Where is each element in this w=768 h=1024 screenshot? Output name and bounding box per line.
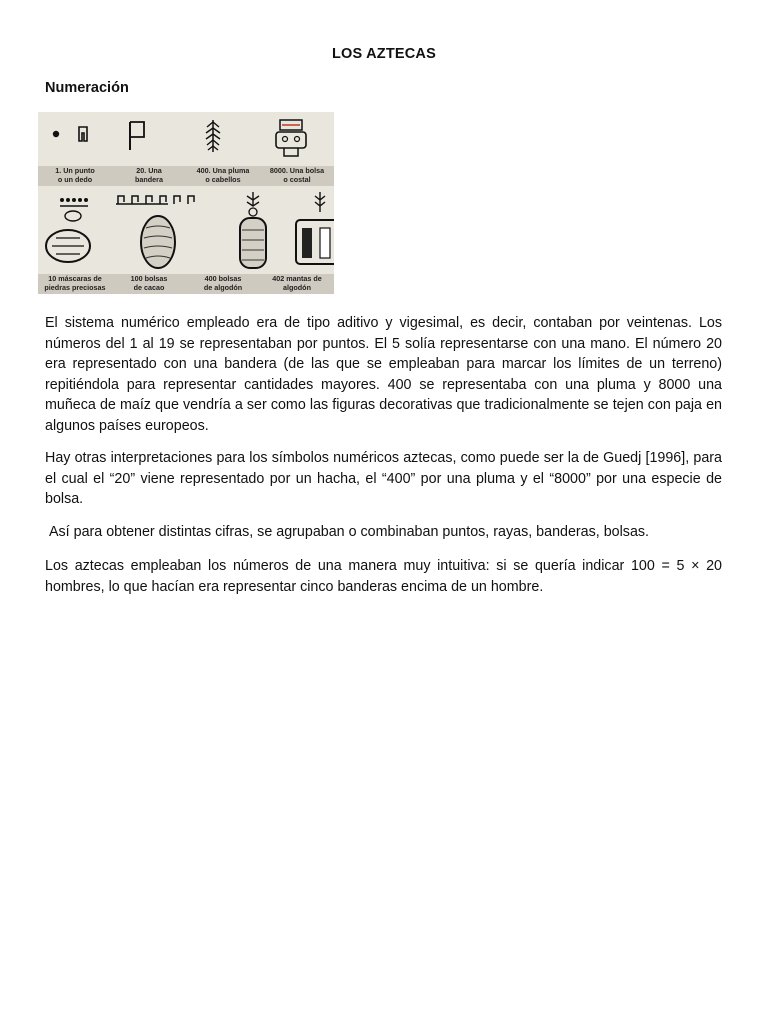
caption-one-point: 1. Un punto o un dedo — [55, 166, 95, 184]
caption-hundred-cacao: 100 bolsas de cacao — [130, 274, 168, 292]
feather-icon — [206, 120, 220, 152]
caption-twenty-flag: 20. Una bandera — [135, 166, 163, 184]
paragraph-numeric-system: El sistema numérico empleado era de tipo aditivo y vigesimal, es decir, contaban por veintenas. Los números del 1 al 19 se representaban por puntos. El 5 solía representarse con una mano. El número 20 era representado con una bandera (de las que se empleaban para marcar los límites de un terreno) repitiéndola para representar cantidades mayores. 400 se representaba con una pluma y 8000 una muñeca de maíz que vendría a ser como las figuras decorativas que tradicionalmente se tejen con paja en algunos países europeos. — [45, 315, 722, 434]
caption-four-hundred-cotton: 400 bolsas de algodón — [203, 274, 243, 292]
top-row-glyphs-icon — [38, 112, 334, 166]
bag-icon — [276, 120, 306, 156]
paragraph-combinations: Así para obtener distintas cifras, se agrupaban o combinaban puntos, rayas, banderas, bolsas. — [45, 524, 650, 540]
paragraph-interpretations: Hay otras interpretaciones para los símbolos numéricos aztecas, como puede ser la de Guedj [1996], para el cual el “20” viene representado por un hacha, el “400” por una pluma y el “8000” por una especie de bolsa. — [45, 450, 722, 508]
paragraph-intuitive-use: Los aztecas empleaban los números de una manera muy intuitiva: si se quería indicar 100 = 5 × 20 hombres, lo que hacían era representar cinco banderas encima de un hombre. — [45, 558, 722, 595]
bottom-row-glyphs-icon — [38, 188, 334, 274]
caption-ten-masks: 10 máscaras de piedras preciosas — [44, 274, 106, 292]
flag-icon — [130, 122, 144, 150]
caption-eight-thousand-bag: 8000. Una bolsa o costal — [269, 166, 325, 184]
page-title: LOS AZTECAS — [332, 46, 436, 62]
cacao-bags-icon — [116, 196, 194, 268]
section-heading: Numeración — [45, 80, 129, 96]
caption-blankets: 402 mantas de algodón — [272, 274, 322, 292]
cotton-blankets-icon — [296, 192, 334, 264]
cotton-bags-icon — [240, 192, 266, 268]
masks-icon — [46, 198, 90, 262]
aztec-numerals-figure — [38, 112, 334, 294]
caption-four-hundred-feather: 400. Una pluma o cabellos — [196, 166, 250, 184]
dot-and-finger-icon — [53, 127, 87, 141]
